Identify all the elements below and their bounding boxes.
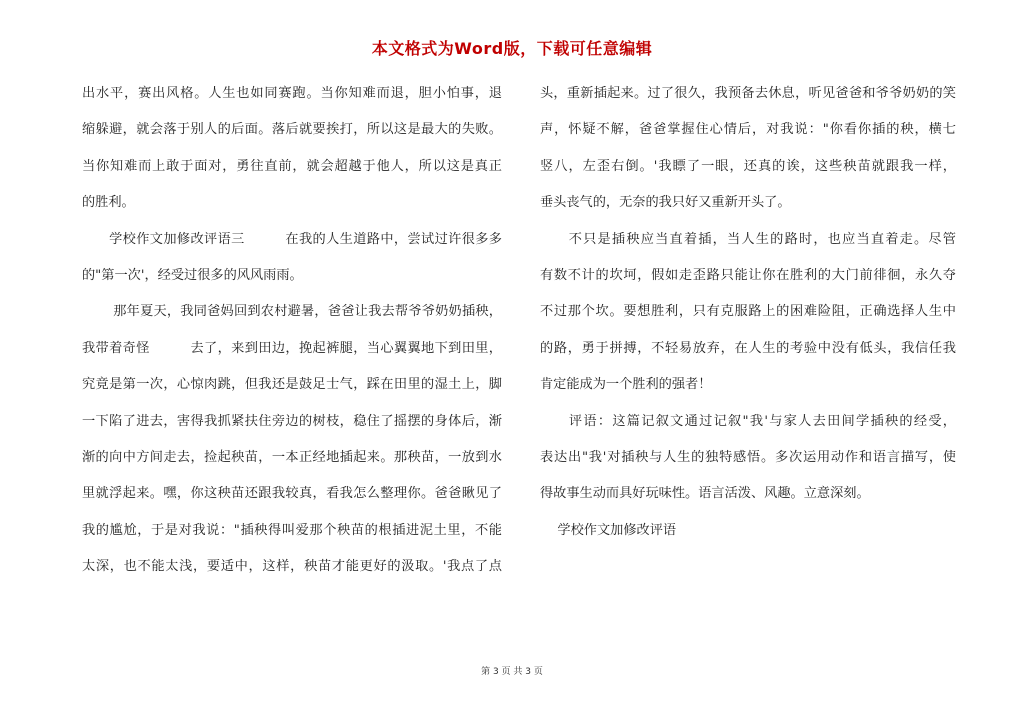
text-line: 头，重新插起来。过了很久，我预备去休息，听见爸爸和爷爷奶奶的笑 <box>540 86 956 101</box>
left-column <box>82 76 502 585</box>
text-line: 的路，勇于拼搏，不轻易放弃，在人生的考验中没有低头，我信任我 <box>540 340 956 356</box>
text-line: 太深，也不能太浅，要适中，这样，秧苗才能更好的汲取。'我点了点 <box>82 559 502 575</box>
page-number: 第 3 页 共 3 页 <box>481 667 543 677</box>
text-line: 声，怀疑不解，爸爸掌握住心情后，对我说："你看你插的秧，横七 <box>540 122 956 138</box>
text-line: 竖八，左歪右倒。'我瞟了一眼，还真的诶，这些秧苗就跟我一样， <box>540 158 956 174</box>
text-line: 那年夏天，我同爸妈回到农村避暑，爸爸让我去帮爷爷奶奶插秧， <box>82 304 502 320</box>
text-line: 垂头丧气的，无奈的我只好又重新开头了。 <box>540 195 791 211</box>
text-line: 出水平，赛出风格。人生也如同赛跑。当你知难而退，胆小怕事，退 <box>82 86 502 101</box>
text-line: 有数不计的坎坷，假如走歪路只能让你在胜利的大门前徘徊，永久夺 <box>540 267 956 283</box>
text-line: 究竟是第一次，心惊肉跳，但我还是鼓足士气，踩在田里的湿土上，脚 <box>82 377 502 393</box>
text-line: 表达出"我'对插秧与人生的独特感悟。多次运用动作和语言描写，使 <box>540 449 956 465</box>
text-line: 评语：这篇记叙文通过记叙"我'与家人去田间学插秧的经受， <box>540 413 956 429</box>
text-line: 缩躲避，就会落于别人的后面。落后就要挨打，所以这是最大的失败。 <box>82 122 502 138</box>
text-line: 不只是插秧应当直着插，当人生的路时，也应当直着走。尽管 <box>540 231 956 247</box>
text-line: 我的尴尬，于是对我说："插秧得叫爱那个秧苗的根插进泥土里，不能 <box>82 522 502 538</box>
text-line: 得故事生动而具好玩味性。语言活泼、风趣。立意深刻。 <box>540 486 870 502</box>
text-line: 学校作文加修改评语 <box>540 522 677 538</box>
text-line: 里就浮起来。嘿，你这秧苗还跟我较真，看我怎么整理你。爸爸瞅见了 <box>82 486 502 502</box>
text-line: 我带着奇怪 去了，来到田边，挽起裤腿，当心翼翼地下到田里， <box>82 340 502 356</box>
text-line: 渐的向中方间走去，捡起秧苗，一本正经地插起来。那秧苗，一放到水 <box>82 449 502 465</box>
text-line: 的胜利。 <box>82 195 135 211</box>
text-line: 一下陷了进去，害得我抓紧扶住旁边的树枝，稳住了摇摆的身体后，渐 <box>82 413 502 429</box>
text-line: 肯定能成为一个胜利的强者！ <box>540 377 712 393</box>
document-header: 本文格式为Word版，下载可任意编辑 <box>371 39 653 58</box>
text-line: 学校作文加修改评语三 在我的人生道路中，尝试过许很多多 <box>82 231 502 247</box>
text-line: 当你知难而上敢于面对，勇往直前，就会超越于他人，所以这是真正 <box>82 158 502 174</box>
text-line: 的"第一次'，经受过很多的风风雨雨。 <box>82 267 303 283</box>
right-column <box>540 76 956 549</box>
text-line: 不过那个坎。要想胜利，只有克服路上的困难险阻，正确选择人生中 <box>540 304 956 320</box>
